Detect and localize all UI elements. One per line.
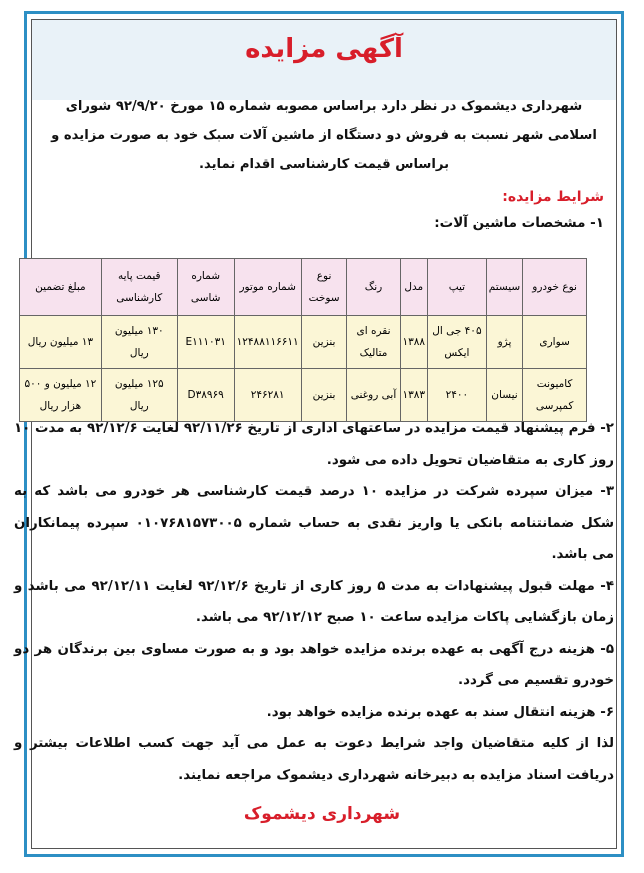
table-cell: D۳۸۹۶۹ (177, 369, 234, 422)
table-cell: ۴۰۵ جی ال ایکس (428, 316, 487, 369)
table-cell: ۲۴۶۲۸۱ (234, 369, 301, 422)
table-cell: بنزین (301, 316, 347, 369)
table-cell: ۱۳۰ میلیون ریال (101, 316, 177, 369)
col-base-price: قیمت پایه کارشناسی (101, 259, 177, 316)
notice-content (44, 92, 604, 235)
table-cell: پژو (486, 316, 523, 369)
table-cell: ۱۳۸۳ (400, 369, 428, 422)
col-guarantee: مبلغ تضمین (20, 259, 102, 316)
table-cell: ۱۲ میلیون و ۵۰۰ هزار ریال (20, 369, 102, 422)
table-cell: ۱۳ میلیون ریال (20, 316, 102, 369)
table-cell: نیسان (486, 369, 523, 422)
notice-title: آگهی مزایده (245, 34, 403, 64)
col-system: سیستم (486, 259, 523, 316)
col-fuel: نوع سوخت (301, 259, 347, 316)
spec-heading: ۱- مشخصات ماشین آلات: (434, 215, 604, 231)
closing-paragraph: لذا از کلیه متقاضیان واجد شرایط دعوت به عمل می آید جهت کسب اطلاعات بیشتر و دریافت اسناد مزایده به دبیرخانه شهرداری دیشموک مراجعه نمایند. (14, 736, 614, 783)
table-cell: ۱۲۴۸۸۱۱۶۶۱۱ (234, 316, 301, 369)
col-vehicle-type: نوع خودرو (523, 259, 587, 316)
table-cell: نقره ای متالیک (347, 316, 400, 369)
table-cell: ۱۲۵ میلیون ریال (101, 369, 177, 422)
col-trim: تیپ (428, 259, 487, 316)
col-color: رنگ (347, 259, 400, 316)
condition-item: ۴- مهلت قبول پیشنهادات به مدت ۵ روز کاری از تاریخ ۹۲/۱۲/۶ لغایت ۹۲/۱۲/۱۱ می باشد و زمان بازگشایی پاکات مزایده ساعت ۱۰ صبح ۹۲/۱۲/۱۲ می باشد. (14, 578, 614, 625)
conditions-heading: شرایط مزایده: (502, 189, 604, 205)
table-cell: آبی روغنی (347, 369, 400, 422)
condition-item: ۳- میزان سپرده شرکت در مزایده ۱۰ درصد قیمت کارشناسی هر خودرو می باشد که به شکل ضمانتنامه بانکی یا واریز نقدی به حساب شماره ۰۱۰۷۶۸۱۵۷۳۰۰۵ سپرده پیمانکاران می باشد. (14, 484, 615, 562)
table-cell: ۲۴۰۰ (428, 369, 487, 422)
table-cell: E۱۱۱۰۳۱ (177, 316, 234, 369)
condition-item: ۵- هزینه درج آگهی به عهده برنده مزایده خواهد بود و به صورت مساوی بین برندگان هر دو خودرو تقسیم می گردد. (14, 641, 614, 688)
table-row (20, 316, 587, 369)
col-engine-number: شماره موتور (234, 259, 301, 316)
table-cell: بنزین (301, 369, 347, 422)
col-model: مدل (400, 259, 428, 316)
table-cell: کامیونت کمپرسی (523, 369, 587, 422)
condition-item: ۲- فرم پیشنهاد قیمت مزایده در ساعتهای اداری از تاریخ ۹۲/۱۱/۲۶ لغایت ۹۲/۱۲/۶ به مدت ۱۰ روز کاری به متقاضیان تحویل داده می شود. (14, 421, 614, 468)
condition-item: ۶- هزینه انتقال سند به عهده برنده مزایده خواهد بود. (266, 704, 614, 720)
table-header-row (20, 259, 587, 316)
table-cell: سواری (523, 316, 587, 369)
intro-paragraph: شهرداری دیشموک در نظر دارد براساس مصوبه شماره ۱۵ مورخ ۹۲/۹/۲۰ شورای اسلامی شهر نسبت به فروش دو دستگاه از ماشین آلات سبک خود به صورت مزایده و براساس قیمت کارشناسی اقدام نماید. (51, 99, 597, 172)
title-band (32, 20, 616, 100)
col-chassis-number: شماره شاسی (177, 259, 234, 316)
vehicle-spec-table (19, 258, 587, 422)
signature: شهرداری دیشموک (243, 804, 401, 824)
table-cell: ۱۳۸۸ (400, 316, 428, 369)
conditions-list (14, 413, 614, 791)
